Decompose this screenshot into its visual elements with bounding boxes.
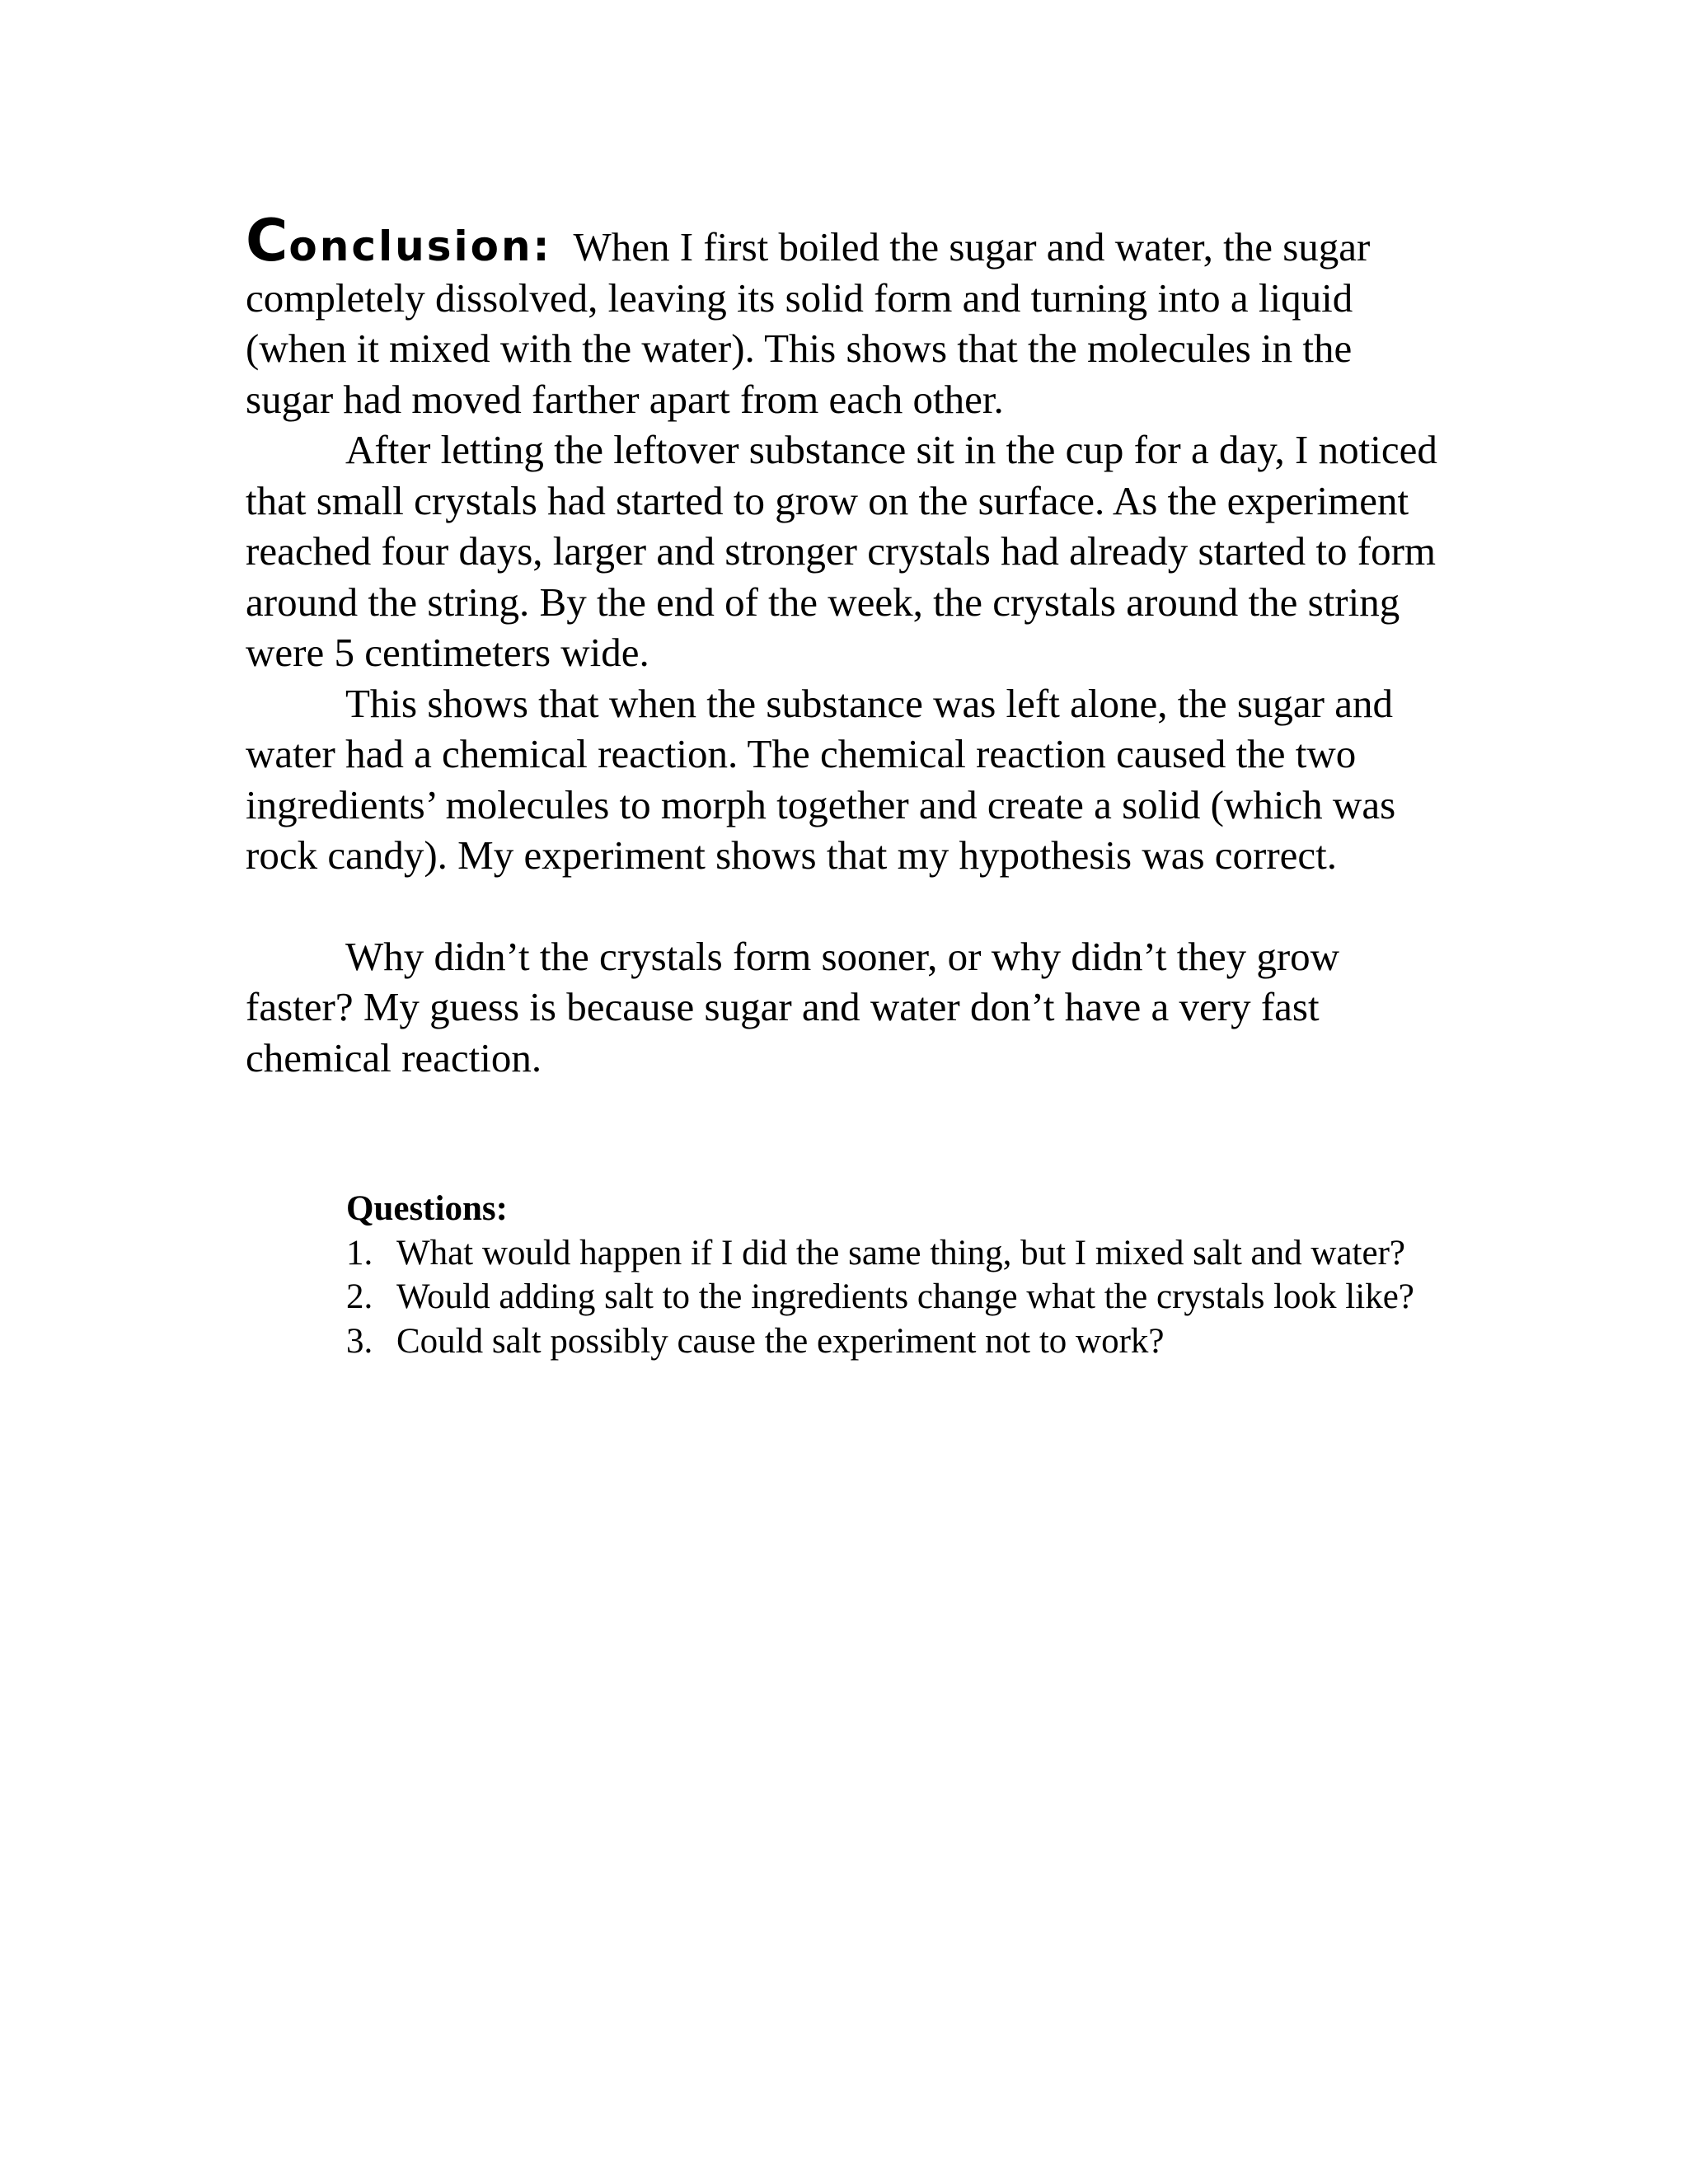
question-number: 2. xyxy=(346,1277,373,1316)
questions-list xyxy=(346,1231,1442,1364)
question-text: Could salt possibly cause the experiment not to work? xyxy=(396,1321,1165,1361)
question-text: What would happen if I did the same thing, but I mixed salt and water? xyxy=(396,1233,1405,1272)
conclusion-heading-initial: C xyxy=(246,207,289,274)
questions-section xyxy=(346,1187,1442,1363)
question-item xyxy=(346,1275,1442,1319)
question-number: 1. xyxy=(346,1233,373,1272)
conclusion-section xyxy=(246,207,1449,1083)
conclusion-paragraph-2: After letting the leftover substance sit in the cup for a day, I noticed that small crystals had started to grow on the surface. As the experiment reached four days, larger and stronger crystals had already started to form around the string. By the end of the week, the crystals around the string were 5 centimeters wide. xyxy=(246,427,1437,675)
conclusion-lead-text: When I first boiled the sugar and water, the sugar completely dissolved, leaving its solid form and turning into a liquid (when it mixed with the water). This shows that the molecules in the sugar had moved farther apart from each other. xyxy=(246,224,1371,422)
question-text: Would adding salt to the ingredients change what the crystals look like? xyxy=(396,1277,1414,1316)
question-item xyxy=(346,1231,1442,1276)
conclusion-paragraph-3: This shows that when the substance was left alone, the sugar and water had a chemical reaction. The chemical reaction caused the two ingredients’ molecules to morph together and create a solid (which was rock candy). My experiment shows that my hypothesis was correct. xyxy=(246,680,1396,878)
conclusion-paragraph-4: Why didn’t the crystals form sooner, or why didn’t they grow faster? My guess is because sugar and water don’t have a very fast chemical reaction. xyxy=(246,933,1340,1080)
question-number: 3. xyxy=(346,1321,373,1361)
conclusion-paragraph-1 xyxy=(246,207,1449,424)
conclusion-heading: onclusion: xyxy=(288,223,552,270)
question-item xyxy=(346,1319,1442,1364)
questions-heading: Questions: xyxy=(346,1189,508,1228)
